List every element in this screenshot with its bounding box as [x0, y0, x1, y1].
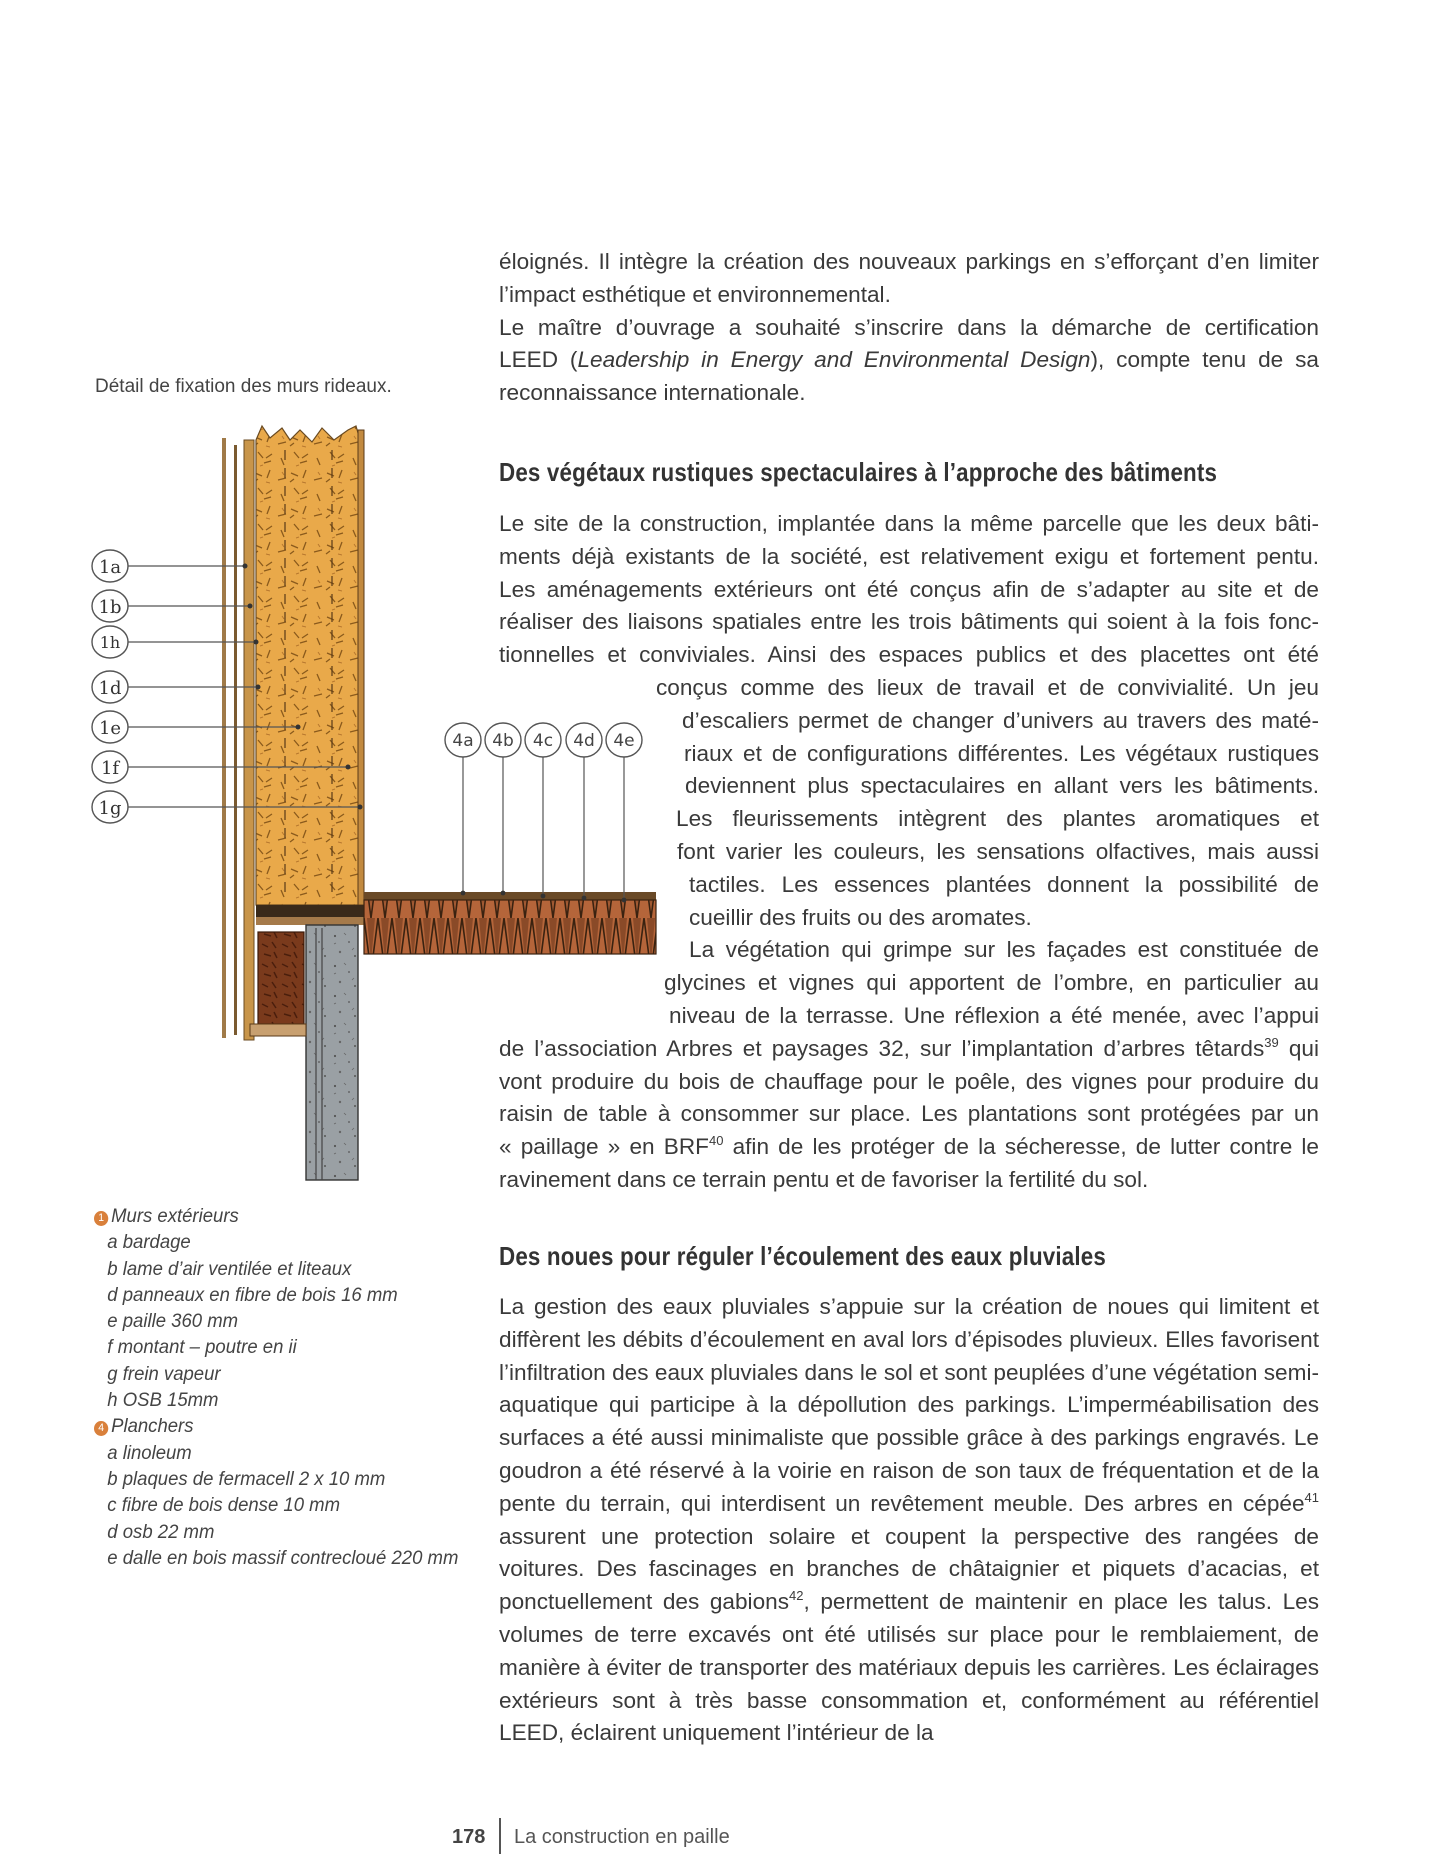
- text-line: cueillir des fruits ou des aromates.: [689, 904, 1032, 930]
- paragraph: La gestion des eaux pluviales s’appuie sur la création de noues qui limitent et diffèrent les débits d’écoulement en aval lors d’épisodes pluvieux. Elles favorisent l’infiltration des eaux pluviales dans le sol et sont peuplées d’une végétation semi-aquatique qui participe à la dépollution des parkings. L’imperméabilisation des surfaces a été aussi minimaliste que possible grâce à des parkings engravés. Le goudron a été réservé à la voirie en raison de son taux de fréquentation et de la pente du terrain, qui interdisent un revêtement meuble. Des arbres en cépée$^{41}$ assurent une protection solaire et coupent la perspective des rangées de voitures. Des fascinages en branches de châtaignier et piquets d’acacias, et ponctuellement des gabions$^{42}$, permettent de maintenir en place les talus. Les volumes de terre excavés ont été utilisés sur place pour le remblaiement, de manière à éviter de transporter des matériaux depuis les carrières. Les éclairages extérieurs sont à très basse consommation et, conformément au référentiel LEED, éclairent uniquement l’intérieur de la: [499, 1294, 1319, 1746]
- page-number: 178: [452, 1826, 486, 1848]
- text-line: tactiles. Les essences plantées donnent la possibilité de: [689, 871, 1319, 897]
- text-line: ments déjà existants de la société, est relativement exigu et fortement pentu.: [499, 543, 1319, 569]
- text-line: LEED (Leadership in Energy and Environmental Design), compte tenu de sa: [499, 347, 1319, 373]
- text-line: réaliser des liaisons spatiales entre les trois bâtiments qui soient à la fois fonc-: [499, 609, 1319, 635]
- text-line: niveau de la terrasse. Une réflexion a été menée, avec l’appui: [669, 1002, 1319, 1028]
- legend-number-badge: 4: [94, 1421, 108, 1436]
- legend-group-title: 4 Planchers: [94, 1413, 458, 1439]
- text-line: riaux et de configurations différentes. Les végétaux rustiques: [684, 740, 1319, 766]
- label-4a: 4a: [452, 731, 474, 751]
- text-line: Les fleurissements intègrent des plantes aromatiques et: [676, 806, 1319, 832]
- text-line: Les aménagements extérieurs ont été conçus afin de s’adapter au site et de: [499, 576, 1319, 602]
- concrete-foundation: [306, 925, 358, 1180]
- text-line: font varier les couleurs, les sensations olfactives, mais aussi: [677, 838, 1319, 864]
- legend-item: c fibre de bois dense 10 mm: [107, 1494, 341, 1517]
- intro-paragraph: [499, 246, 1319, 410]
- text-line: reconnaissance internationale.: [499, 380, 806, 406]
- legend-item: a linoleum: [107, 1441, 192, 1464]
- legend-number-badge: 1: [94, 1211, 108, 1226]
- legend-item: e paille 360 mm: [107, 1310, 239, 1333]
- label-1f: 1f: [100, 758, 120, 779]
- section2-body: [499, 1291, 1319, 1750]
- section1-body: [499, 508, 1319, 1197]
- section-heading: Des végétaux rustiques spectaculaires à l’approche des bâtiments: [499, 457, 1218, 487]
- text-line: conçus comme des lieux de travail et de convivialité. Un jeu: [656, 674, 1319, 700]
- label-4c: 4c: [532, 731, 554, 751]
- label-4e: 4e: [613, 731, 635, 751]
- label-4b: 4b: [492, 731, 514, 751]
- text-line: vont produire du bois de chauffage pour le poêle, des vignes pour produire du: [499, 1068, 1319, 1094]
- text-line: Le site de la construction, implantée dans la même parcelle que les deux bâti-: [499, 511, 1319, 536]
- text-line: deviennent plus spectaculaires en allant vers les bâtiments.: [685, 773, 1319, 799]
- legend-item: d osb 22 mm: [107, 1520, 215, 1543]
- text-line: raisin de table à consommer sur place. Les plantations sont protégées par un: [499, 1101, 1319, 1127]
- text-line: d’escaliers permet de changer d’univers au travers des maté-: [682, 707, 1319, 733]
- straw-layer: [256, 426, 360, 905]
- legend-item: d panneaux en fibre de bois 16 mm: [107, 1283, 398, 1306]
- figure-caption: Détail de fixation des murs rideaux.: [95, 376, 392, 397]
- label-1g: 1g: [98, 798, 122, 819]
- label-1b: 1b: [98, 597, 122, 618]
- timber-beam: [258, 932, 304, 1024]
- text-line: Le maître d’ouvrage a souhaité s’inscrire dans la démarche de certification: [499, 314, 1319, 340]
- legend-item: e dalle en bois massif contrecloué 220 mm: [107, 1546, 459, 1569]
- text-line: éloignés. Il intègre la création des nouveaux parkings en s’efforçant d’en limiter: [499, 249, 1319, 274]
- running-title: La construction en paille: [514, 1826, 730, 1848]
- legend-item: h OSB 15mm: [107, 1389, 219, 1412]
- figure-legend: [94, 1203, 458, 1571]
- cladding-layer: [222, 438, 226, 1038]
- text-line: La végétation qui grimpe sur les façades est constituée de: [689, 937, 1319, 963]
- section-heading: Des noues pour réguler l’écoulement des eaux pluviales: [499, 1241, 1106, 1271]
- legend-item: b plaques de fermacell 2 x 10 mm: [107, 1467, 386, 1490]
- label-1d: 1d: [98, 678, 122, 699]
- legend-item: a bardage: [107, 1231, 191, 1254]
- legend-group-title: 1 Murs extérieurs: [94, 1203, 458, 1229]
- text-line: glycines et vignes qui apportent de l’ombre, en particulier au: [664, 970, 1319, 996]
- label-4d: 4d: [573, 731, 595, 751]
- text-line: l’impact esthétique et environnemental.: [499, 281, 891, 307]
- legend-item: g frein vapeur: [107, 1362, 221, 1385]
- label-1h: 1h: [99, 633, 121, 652]
- text-line: de l’association Arbres et paysages 32, sur l’implantation d’arbres têtards$^{39}$ qui: [499, 1034, 1319, 1061]
- text-line: tionnelles et conviviales. Ainsi des espaces publics et des placettes ont été: [499, 642, 1319, 668]
- text-line: « paillage » en BRF$^{40}$ afin de les protéger de la sécheresse, de lutter contre le: [499, 1133, 1320, 1160]
- legend-item: f montant – poutre en ii: [107, 1336, 297, 1359]
- legend-item: b lame d’air ventilée et liteaux: [107, 1257, 352, 1280]
- label-1e: 1e: [98, 718, 122, 739]
- footer-divider: [499, 1818, 501, 1854]
- text-line: ravinement dans ce terrain pentu et de favoriser la fertilité du sol.: [499, 1166, 1149, 1192]
- label-1a: 1a: [98, 557, 122, 578]
